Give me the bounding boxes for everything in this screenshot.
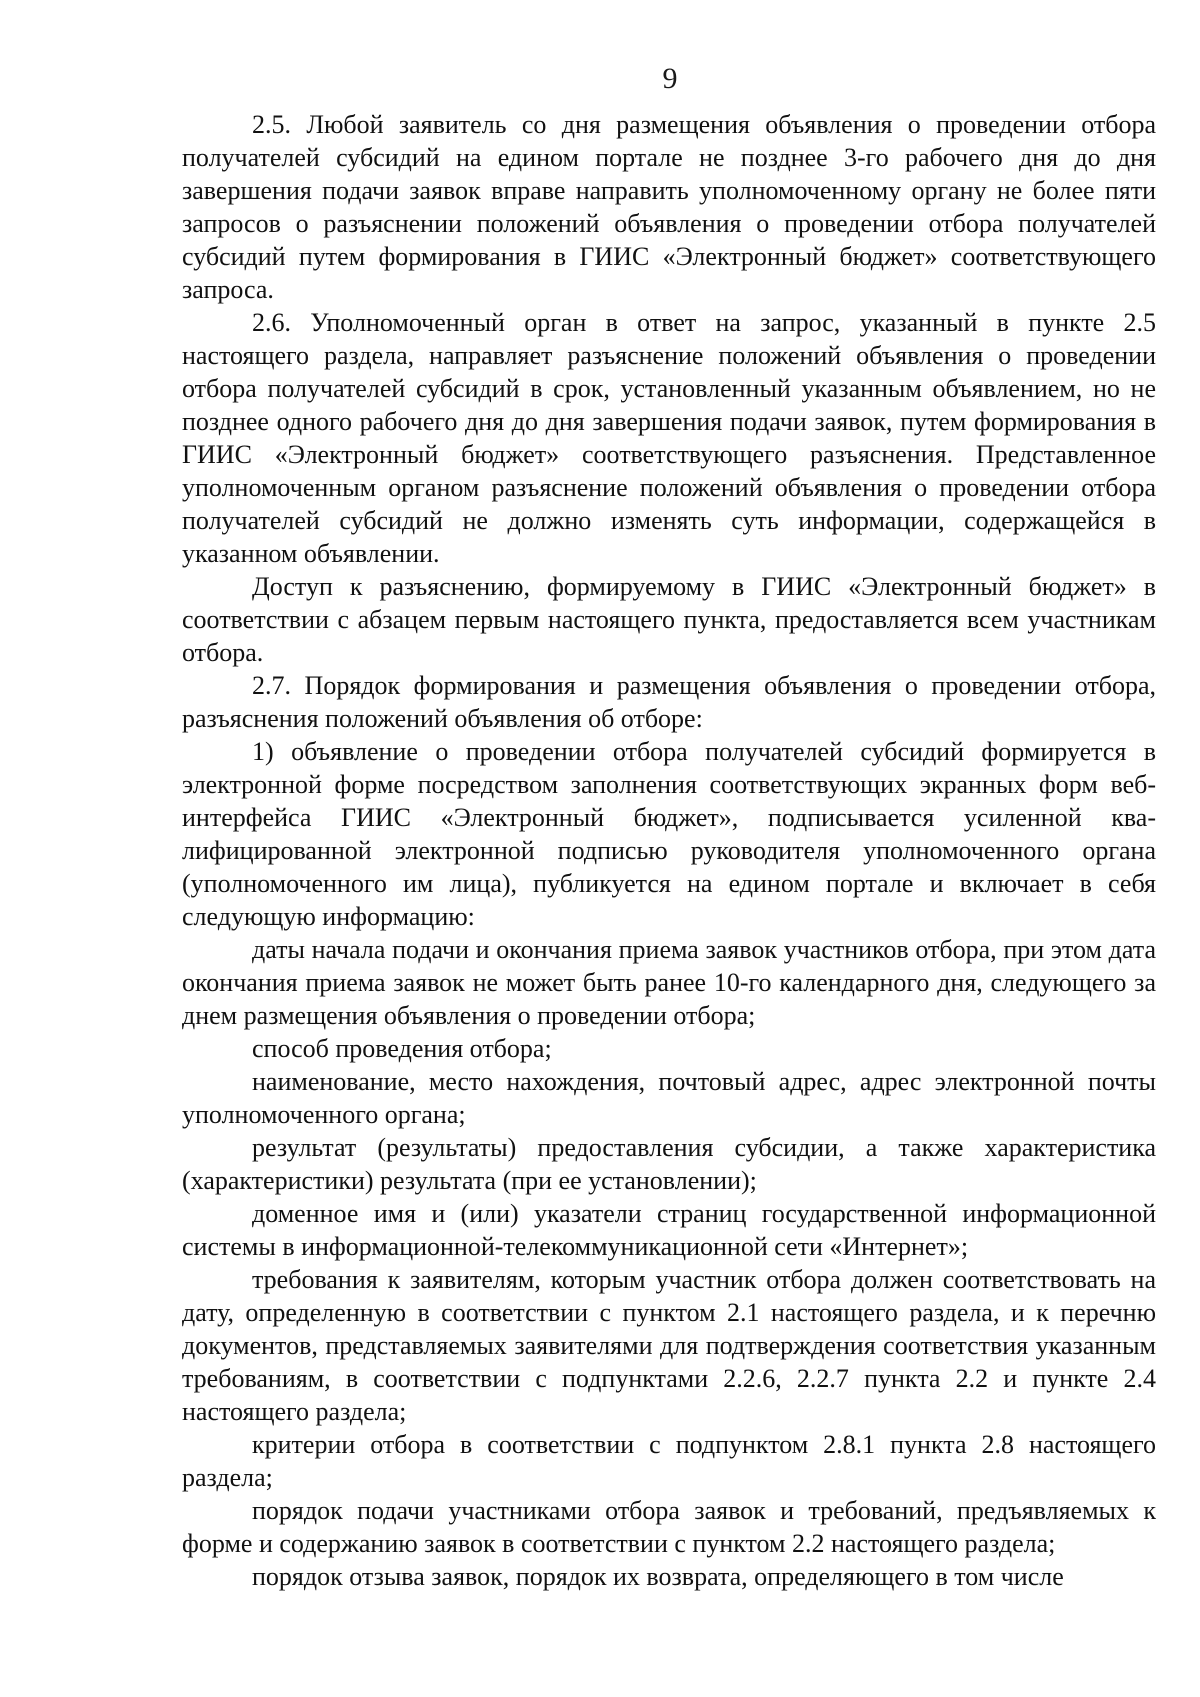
paragraph-2-6: 2.6. Уполномоченный орган в ответ на запрос, указанный в пункте 2.5 настоящего раздела, направляет разъяснение положений объявления о проведении отбора получателей субсидий в срок, установленный указанным объявлением, но не позднее одного рабочего дня до дня завершения подачи заявок, путем формирования в ГИИС «Электронный бюджет» соответствующего разъяснения. Представленное уполномоченным органом разъяснение положений объявления о проведении отбора получателей субсидий не должно изменять суть информации, содержащейся в указанном объявлении. — [182, 308, 1156, 568]
paragraph-access: Доступ к разъяснению, формируемому в ГИИС «Электронный бюджет» в соответствии с абзацем первым настоящего пункта, предоставляется всем участникам отбора. — [182, 572, 1156, 667]
paragraph-2-7-1: 1) объявление о проведении отбора получателей субсидий формируется в электронной форме посредством заполнения соответствующих экранных форм веб-интерфейса ГИИС «Электронный бюджет», подписывается усиленной квалифицированной электронной подписью руководителя уполномоченного органа (уполномоченного им лица), публикуется на едином портале и включает в себя следующую информацию: — [182, 737, 1156, 931]
document-body — [182, 108, 1156, 1593]
paragraph-2-5: 2.5. Любой заявитель со дня размещения объявления о проведении отбора получателей субсидий на едином портале не позднее 3-го рабочего дня до дня завершения подачи заявок вправе направить уполномоченному органу не более пяти запросов о разъяснении положений объявления о проведении отбора получателей субсидий путем формирования в ГИИС «Электронный бюджет» соответствующего запроса. — [182, 110, 1156, 304]
list-item-submission: порядок подачи участниками отбора заявок и требований, предъявляемых к форме и содержанию заявок в соответствии с пунктом 2.2 настоящего раздела; — [182, 1496, 1156, 1558]
page-number: 9 — [662, 62, 678, 95]
list-item-domain: доменное имя и (или) указатели страниц государственной информационной системы в информационной-телекоммуникационной сети «Интернет»; — [182, 1199, 1156, 1261]
list-item-requirements: требования к заявителям, которым участник отбора должен соответствовать на дату, определенную в соответствии с пунктом 2.1 настоящего раздела, и к перечню документов, представляемых заявителями для подтверждения соответствия указанным требованиям, в соответствии с подпунктами 2.2.6, 2.2.7 пункта 2.2 и пункте 2.4 настоящего раздела; — [182, 1265, 1156, 1426]
list-item-result: результат (результаты) предоставления субсидии, а также характеристика (характеристики) результата (при ее установлении); — [182, 1133, 1156, 1195]
list-item-withdrawal: порядок отзыва заявок, порядок их возврата, определяющего в том числе — [252, 1562, 1064, 1591]
list-item-criteria: критерии отбора в соответствии с подпунктом 2.8.1 пункта 2.8 настоящего раздела; — [182, 1430, 1156, 1492]
list-item-method: способ проведения отбора; — [252, 1034, 552, 1063]
paragraph-2-7: 2.7. Порядок формирования и размещения объявления о проведении отбора, разъяснения положений объявления об отборе: — [182, 671, 1156, 733]
list-item-dates: даты начала подачи и окончания приема заявок участников отбора, при этом дата окончания приема заявок не может быть ранее 10-го календарного дня, следующего за днем размещения объявления о проведении отбора; — [182, 935, 1156, 1030]
list-item-name-address: наименование, место нахождения, почтовый адрес, адрес электронной почты уполномоченного органа; — [182, 1067, 1156, 1129]
